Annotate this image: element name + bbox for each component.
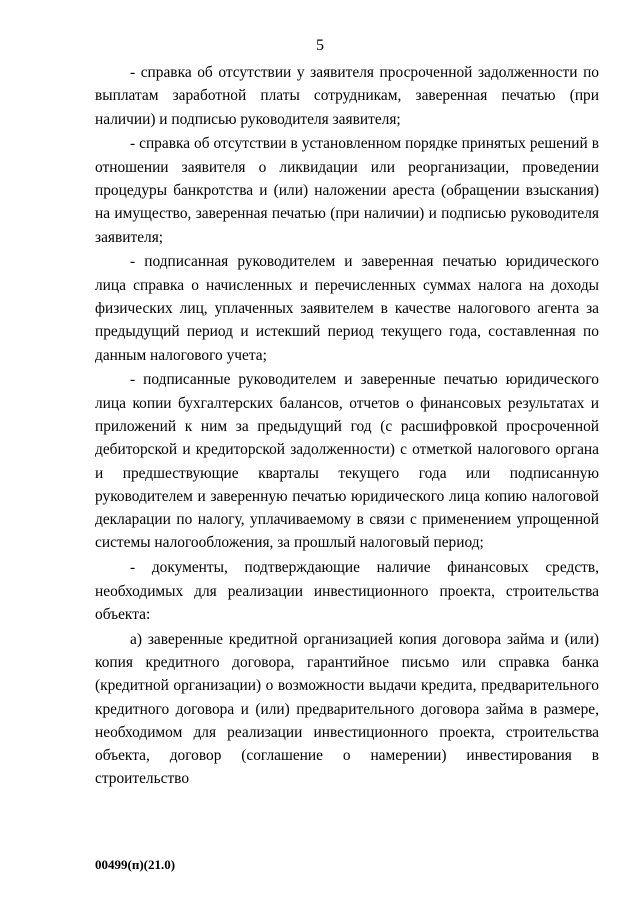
paragraph-liquidation-certificate: - справка об отсутствии в установленном порядке принятых решений в отношении заявителя о ликвидации или реорганизации, проведении процедуры банкротства и (или) наложении ареста (обращении взыскания) на имущество, заверенная печатью (при наличии) и подписью руководителя заявителя; bbox=[95, 135, 599, 246]
paragraph-loan-agreement-copies: а) заверенные кредитной организацией копия договора займа и (или) копия кредитного договора, гарантийное письмо или справка банка (кредитной организации) о возможности выдачи кредита, предварительного кредитного договора и (или) предварительного договора займа в размере, необходимом для реализации инвестиционного проекта, строительства объекта, договор (соглашение о намерении) инвестирования в строительство bbox=[95, 630, 599, 788]
document-footer-code: 00499(п)(21.0) bbox=[95, 857, 176, 872]
page-number: 5 bbox=[316, 37, 324, 54]
paragraph-salary-arrears-certificate: - справка об отсутствии у заявителя просроченной задолженности по выплатам заработной платы сотрудникам, заверенная печатью (при наличии) и подписью руководителя заявителя; bbox=[95, 64, 599, 128]
paragraph-income-tax-certificate: - подписанная руководителем и заверенная печатью юридического лица справка о начисленных и перечисленных суммах налога на доходы физических лиц, уплаченных заявителем в качестве налогового агента за предыдущий период и истекший период текущего года, составленная по данным налогового учета; bbox=[95, 253, 599, 364]
paragraph-balance-sheet-copies: - подписанные руководителем и заверенные печатью юридического лица копии бухгалтерских балансов, отчетов о финансовых результатах и приложений к ним за предыдущий год (с расшифровкой просроченной дебиторской и кредиторской задолженности) с отметкой налогового органа и предшествующие кварталы текущего года или подписанную руководителем и заверенную печатью юридического лица копию налоговой декларации по налогу, уплачиваемому в связи с применением упрощенной системы налогообложения, за прошлый налоговый период; bbox=[95, 371, 599, 552]
document-body bbox=[95, 61, 599, 791]
paragraph-financial-means-documents: - документы, подтверждающие наличие финансовых средств, необходимых для реализации инвестиционного проекта, строительства объекта: bbox=[95, 559, 599, 623]
